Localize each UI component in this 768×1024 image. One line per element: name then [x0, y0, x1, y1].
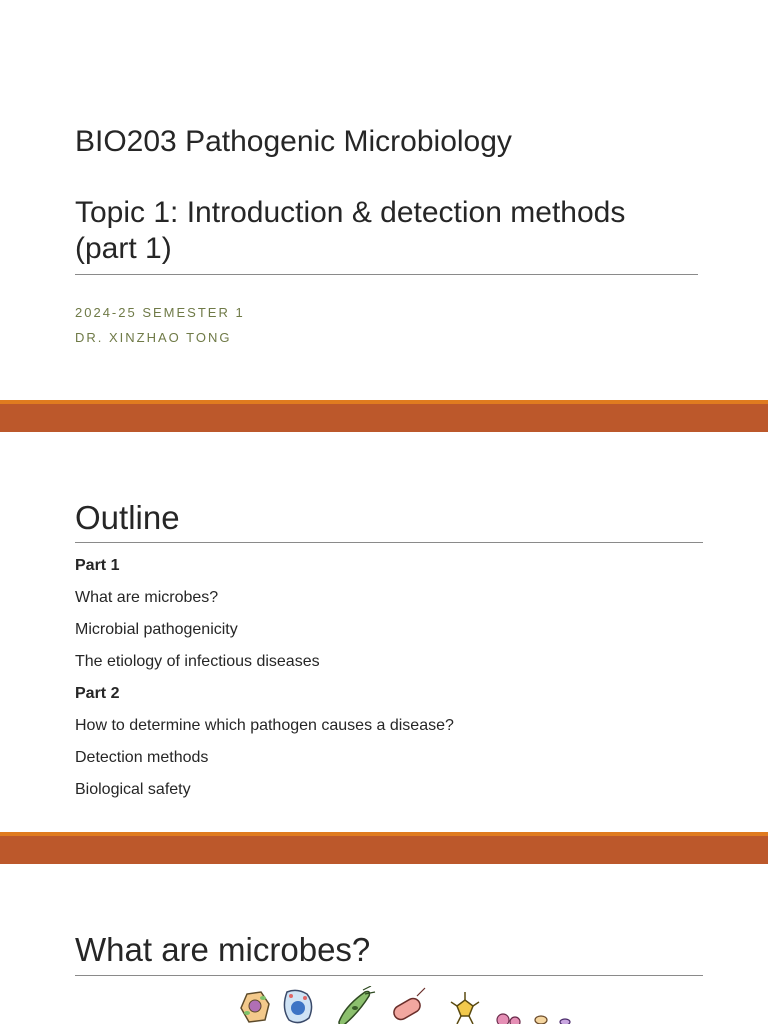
- title-divider: [75, 274, 698, 275]
- fungus-icon: [497, 1014, 570, 1024]
- slide-separator-band: [0, 832, 768, 864]
- microbes-slide: [0, 864, 768, 1024]
- virus-icon: [451, 992, 479, 1024]
- microbes-illustration: [235, 986, 615, 1024]
- outline-heading: Outline: [75, 499, 180, 536]
- author-label: DR. XINZHAO TONG: [75, 330, 232, 345]
- microbes-divider: [75, 975, 703, 976]
- microbes-heading: What are microbes?: [75, 931, 371, 968]
- outline-part-heading: Part 2: [75, 685, 120, 702]
- outline-part-heading: Part 1: [75, 557, 120, 574]
- outline-item: What are microbes?: [75, 589, 219, 606]
- outline-item: Microbial pathogenicity: [75, 621, 238, 638]
- title-slide: [0, 0, 768, 400]
- outline-item: How to determine which pathogen causes a disease?: [75, 717, 454, 734]
- paramecium-icon: [339, 986, 375, 1024]
- course-title: BIO203 Pathogenic Microbiology: [75, 125, 512, 158]
- plant-cell-icon: [241, 992, 269, 1022]
- outline-item: Detection methods: [75, 749, 209, 766]
- slide-separator-band: [0, 400, 768, 432]
- animal-cell-icon: [284, 990, 311, 1022]
- topic-title: Topic 1: Introduction & detection methods (part 1): [75, 196, 626, 265]
- outline-slide: [0, 432, 768, 832]
- semester-label: 2024-25 SEMESTER 1: [75, 305, 245, 320]
- bacterium-icon: [391, 988, 425, 1022]
- outline-divider: [75, 542, 703, 543]
- outline-list: [75, 550, 454, 806]
- outline-item: The etiology of infectious diseases: [75, 653, 320, 670]
- outline-item: Biological safety: [75, 781, 191, 798]
